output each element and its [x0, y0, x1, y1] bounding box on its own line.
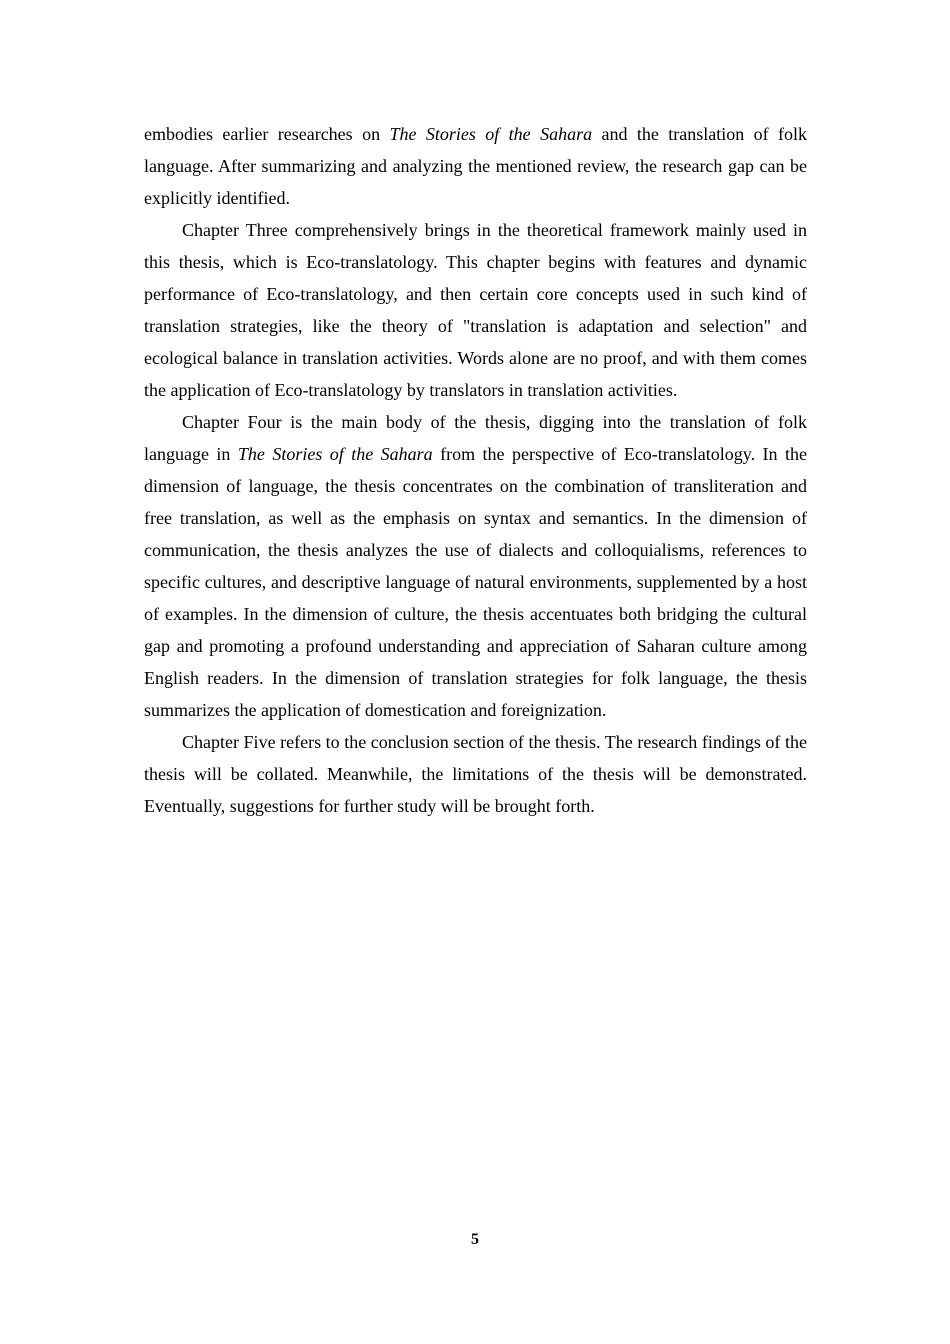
paragraph-text: from the perspective of Eco-translatology. In the dimension of language, the thesis concentrates on the combination of transliteration and free translation, as well as the emphasis on syntax and semantics. In the dimension of communication, the thesis analyzes the use of dialects and colloquialisms, references to specific cultures, and descriptive language of natural environments, supplemented by a host of examples. In the dimension of culture, the thesis accentuates both bridging the cultural gap and promoting a profound understanding and appreciation of Saharan culture among English readers. In the dimension of translation strategies for folk language, the thesis summarizes the application of domestication and foreignization.	[144, 444, 807, 720]
paragraph-text: Chapter Four is the main body of the thesis, digging into the translation of folk language in	[144, 412, 807, 464]
book-title: The Stories of the Sahara	[389, 124, 593, 144]
body-text	[144, 118, 807, 822]
paragraph-chapter-three: Chapter Three comprehensively brings in the theoretical framework mainly used in this thesis, which is Eco-translatology. This chapter begins with features and dynamic performance of Eco-translatology, and then certain core concepts used in such kind of translation strategies, like the theory of "translation is adaptation and selection" and ecological balance in translation activities. Words alone are no proof, and with them comes the application of Eco-translatology by translators in translation activities.	[144, 220, 807, 400]
page-number: 5	[471, 1231, 479, 1248]
paragraph-text: and the translation of folk language. After summarizing and analyzing the mentioned review, the research gap can be explicitly identified.	[144, 124, 808, 208]
paragraph-chapter-five: Chapter Five refers to the conclusion section of the thesis. The research findings of the thesis will be collated. Meanwhile, the limitations of the thesis will be demonstrated. Eventually, suggestions for further study will be brought forth.	[144, 732, 807, 816]
paragraph-text: embodies earlier researches on	[144, 124, 390, 144]
paragraph-chapter-four	[144, 406, 807, 726]
paragraph-continuation	[144, 118, 807, 214]
book-title: The Stories of the Sahara	[237, 444, 433, 464]
